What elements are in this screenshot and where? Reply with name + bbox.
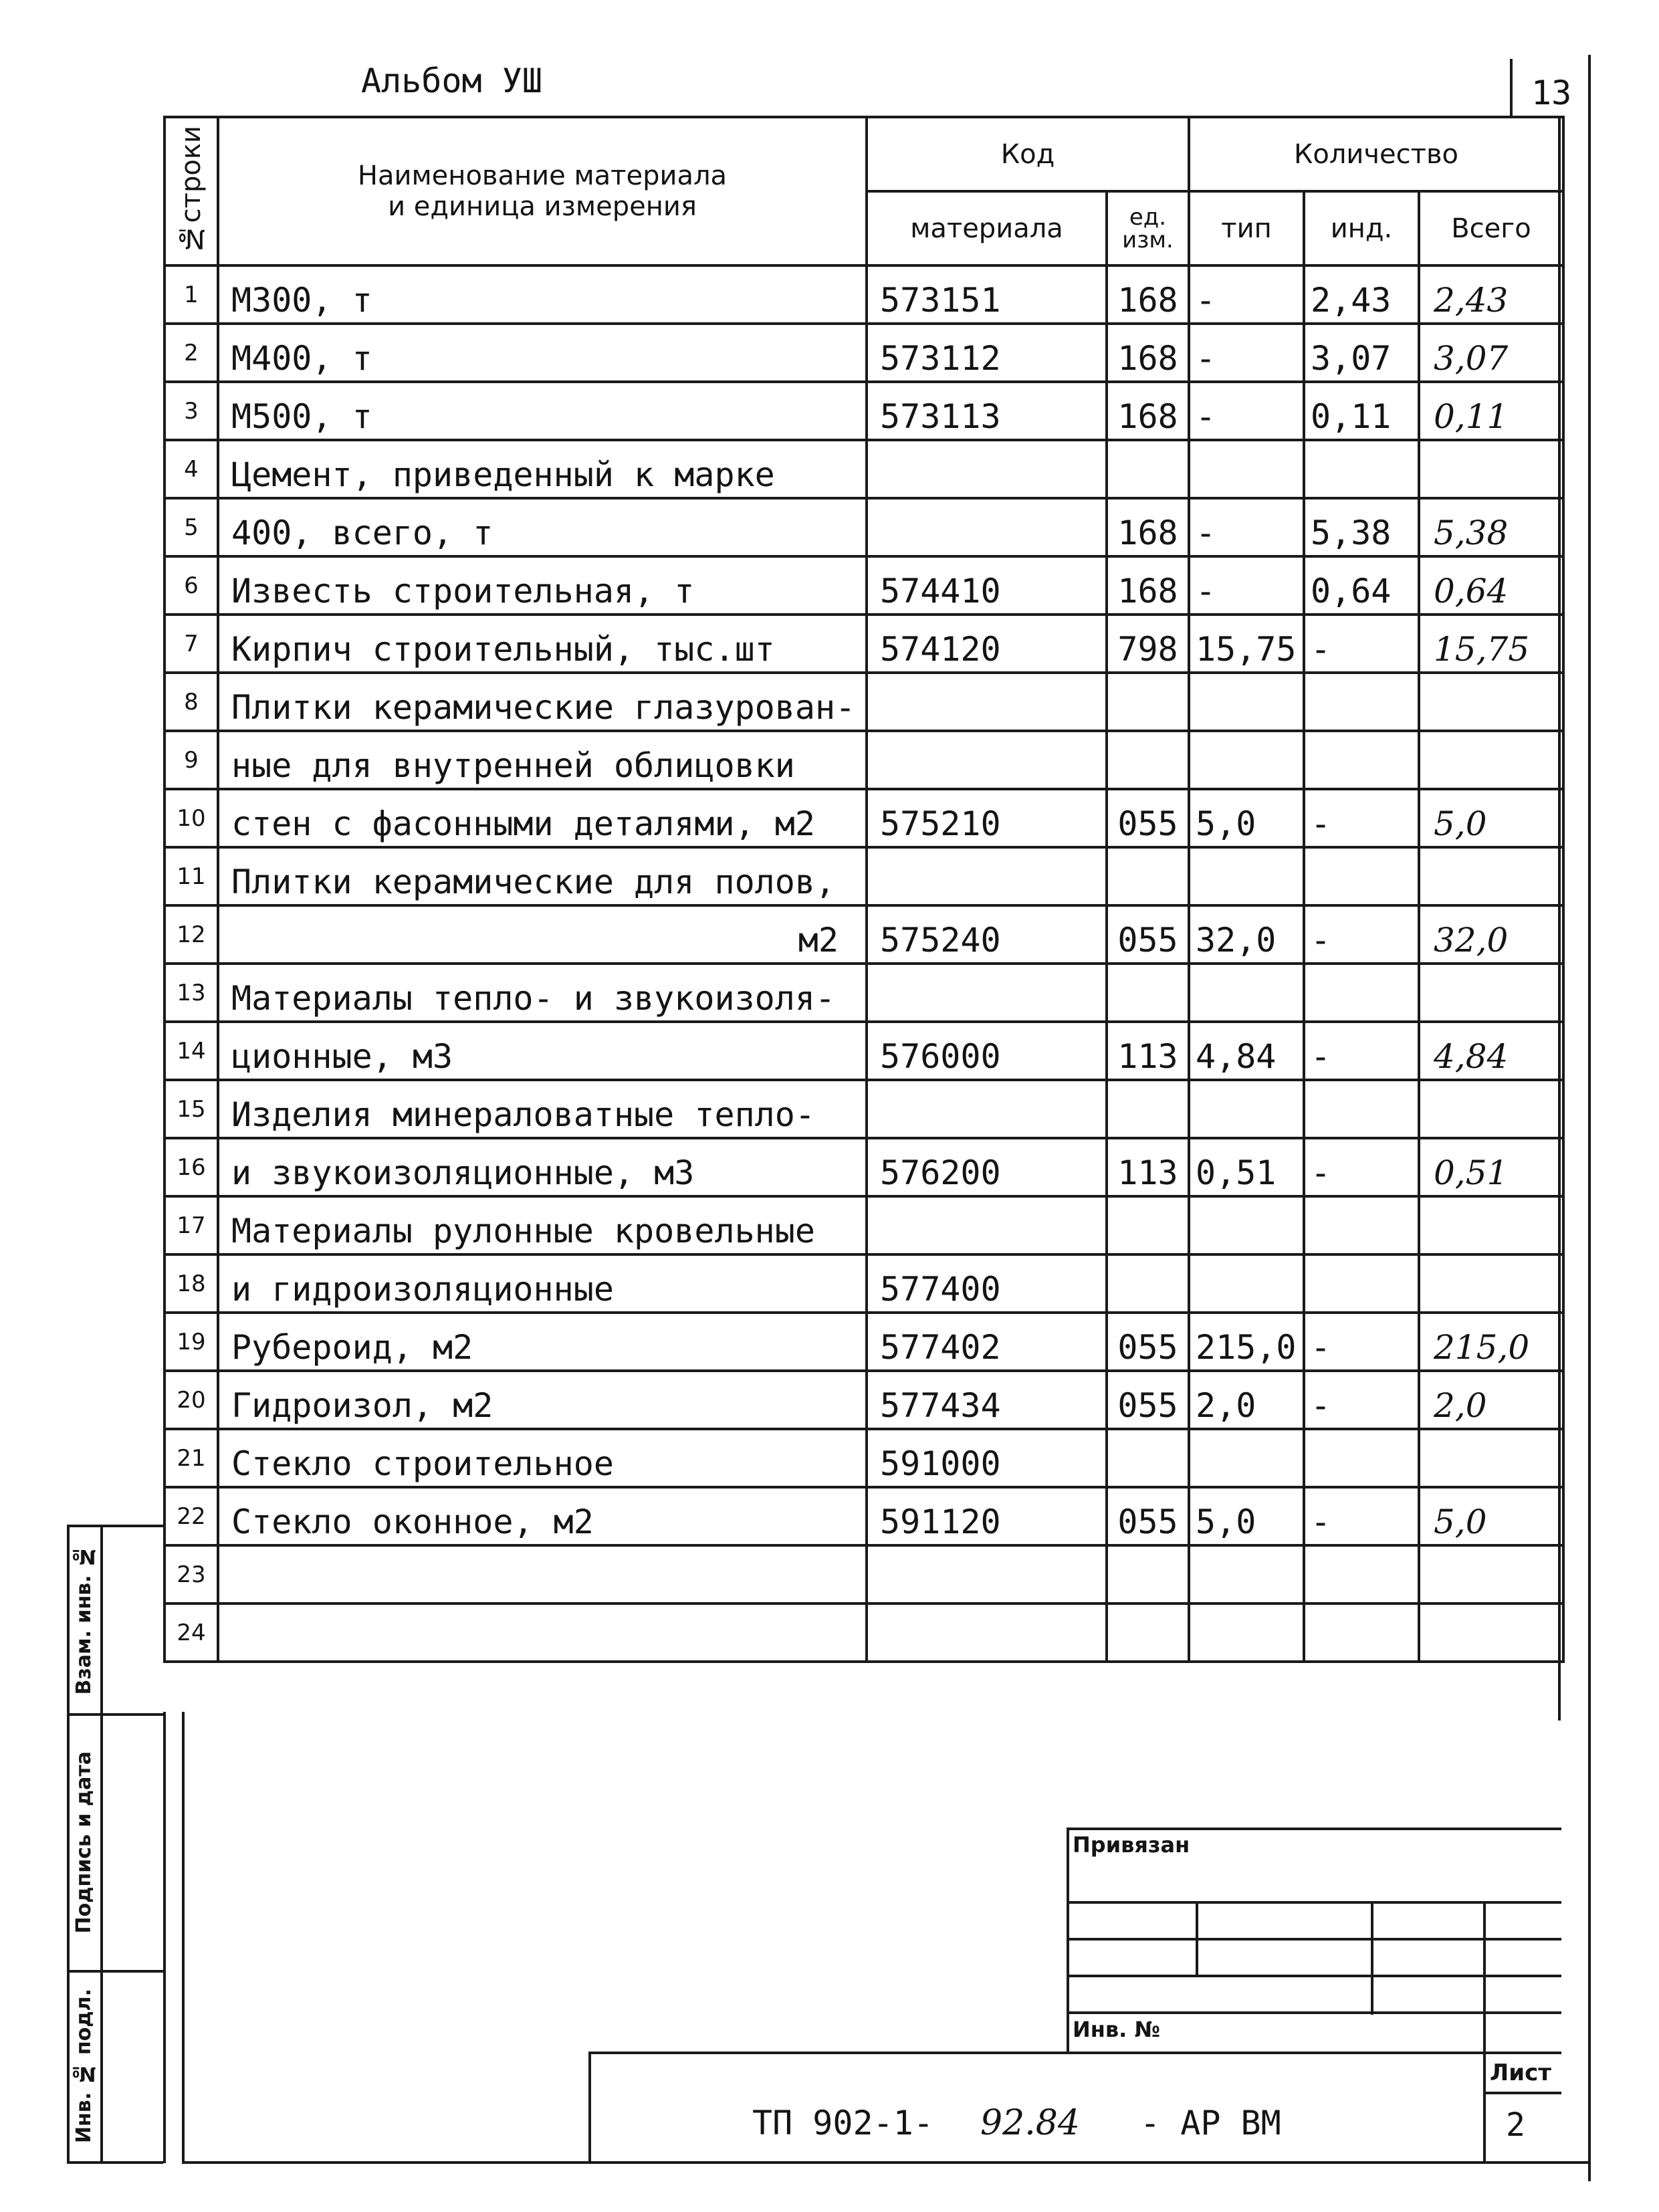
material-name: Материалы рулонные кровельные [218, 1196, 867, 1254]
qty-type: - [1189, 382, 1304, 440]
material-code [867, 1545, 1107, 1603]
unit-code: 168 [1107, 324, 1189, 382]
document-code: ТП 902-1- 92.84 - АР ВМ [752, 2103, 1281, 2143]
row-number: 22 [164, 1487, 218, 1545]
material-code: 573151 [867, 265, 1107, 324]
qty-ind [1304, 964, 1419, 1022]
name-header: Наименование материала и единица измерения [218, 117, 867, 265]
table-row [164, 498, 1563, 556]
qty-ind: 2,43 [1304, 265, 1419, 324]
unit-code: 055 [1107, 1487, 1189, 1545]
material-code [867, 673, 1107, 731]
table-row [164, 1254, 1563, 1313]
qty-type: - [1189, 556, 1304, 615]
qty-type [1189, 1429, 1304, 1487]
material-name: Кирпич строительный, тыс.шт [218, 615, 867, 673]
material-code [867, 1196, 1107, 1254]
qty-ind: 0,64 [1304, 556, 1419, 615]
row-no-header: №строки [164, 117, 218, 265]
qty-type: 4,84 [1189, 1022, 1304, 1080]
unit-code [1107, 1080, 1189, 1138]
unit-code: 168 [1107, 382, 1189, 440]
material-name: м2 [218, 905, 867, 964]
qty-total [1419, 1080, 1563, 1138]
qty-ind: - [1304, 789, 1419, 847]
row-number: 23 [164, 1545, 218, 1603]
qty-total [1419, 1603, 1563, 1662]
row-number: 13 [164, 964, 218, 1022]
qty-total: 215,0 [1419, 1313, 1563, 1371]
row-number: 7 [164, 615, 218, 673]
material-code: 574120 [867, 615, 1107, 673]
qty-ind: 0,11 [1304, 382, 1419, 440]
material-code: 573112 [867, 324, 1107, 382]
qty-total [1419, 1254, 1563, 1313]
qty-type: - [1189, 498, 1304, 556]
table-row [164, 789, 1563, 847]
material-code [867, 731, 1107, 789]
material-code [867, 498, 1107, 556]
qty-ind [1304, 1080, 1419, 1138]
qty-ind: - [1304, 1138, 1419, 1196]
unit-code: 055 [1107, 1313, 1189, 1371]
material-code: 577434 [867, 1371, 1107, 1429]
qty-total: 5,38 [1419, 498, 1563, 556]
material-name: Гидроизол, м2 [218, 1371, 867, 1429]
material-name: Стекло оконное, м2 [218, 1487, 867, 1545]
material-code: 575240 [867, 905, 1107, 964]
qty-ind [1304, 731, 1419, 789]
unit-code [1107, 673, 1189, 731]
quantity-header: Количество [1189, 117, 1563, 191]
unit-code [1107, 1254, 1189, 1313]
material-code [867, 1603, 1107, 1662]
row-number: 20 [164, 1371, 218, 1429]
qty-total: 3,07 [1419, 324, 1563, 382]
row-number: 21 [164, 1429, 218, 1487]
qty-ind [1304, 673, 1419, 731]
material-name: и звукоизоляционные, м3 [218, 1138, 867, 1196]
material-name: М400, т [218, 324, 867, 382]
qty-ind [1304, 1545, 1419, 1603]
qty-type: 0,51 [1189, 1138, 1304, 1196]
qty-total [1419, 1429, 1563, 1487]
unit-code [1107, 1429, 1189, 1487]
unit-code [1107, 1196, 1189, 1254]
table-row [164, 1022, 1563, 1080]
row-number: 16 [164, 1138, 218, 1196]
qty-ind [1304, 1603, 1419, 1662]
unit-code [1107, 731, 1189, 789]
material-code: 577402 [867, 1313, 1107, 1371]
unit-code: 168 [1107, 556, 1189, 615]
material-code [867, 1080, 1107, 1138]
qty-total: 5,0 [1419, 1487, 1563, 1545]
material-name: и гидроизоляционные [218, 1254, 867, 1313]
code-unit-header: ед. изм. [1107, 191, 1189, 265]
material-code: 575210 [867, 789, 1107, 847]
sheet-number: 2 [1506, 2106, 1525, 2144]
qty-ind [1304, 847, 1419, 905]
unit-code [1107, 440, 1189, 498]
qty-ind: 5,38 [1304, 498, 1419, 556]
row-number: 3 [164, 382, 218, 440]
qty-ind: - [1304, 905, 1419, 964]
qty-total: 32,0 [1419, 905, 1563, 964]
table-row [164, 1545, 1563, 1603]
qty-total: 0,11 [1419, 382, 1563, 440]
tied-label: Привязан [1073, 1832, 1190, 1858]
unit-code [1107, 1545, 1189, 1603]
qty-total: 15,75 [1419, 615, 1563, 673]
table-row [164, 964, 1563, 1022]
qty-type [1189, 1254, 1304, 1313]
material-code: 591120 [867, 1487, 1107, 1545]
qty-total: 2,0 [1419, 1371, 1563, 1429]
row-number: 9 [164, 731, 218, 789]
material-code [867, 964, 1107, 1022]
unit-code: 168 [1107, 265, 1189, 324]
table-row [164, 673, 1563, 731]
table-row [164, 440, 1563, 498]
qty-type [1189, 847, 1304, 905]
unit-code: 168 [1107, 498, 1189, 556]
code-header: Код [867, 117, 1189, 191]
material-name [218, 1603, 867, 1662]
row-number: 10 [164, 789, 218, 847]
unit-code [1107, 964, 1189, 1022]
qty-type: 5,0 [1189, 789, 1304, 847]
unit-code: 113 [1107, 1138, 1189, 1196]
material-name: Стекло строительное [218, 1429, 867, 1487]
qty-total: 4,84 [1419, 1022, 1563, 1080]
material-code: 573113 [867, 382, 1107, 440]
material-name: Известь строительная, т [218, 556, 867, 615]
material-code: 577400 [867, 1254, 1107, 1313]
unit-code: 055 [1107, 905, 1189, 964]
unit-code [1107, 847, 1189, 905]
row-number: 15 [164, 1080, 218, 1138]
material-name: М500, т [218, 382, 867, 440]
qty-ind [1304, 1196, 1419, 1254]
table-row [164, 265, 1563, 324]
table-row [164, 905, 1563, 964]
table-row [164, 847, 1563, 905]
side-label-podl: Инв. № подл. [72, 1989, 96, 2144]
qty-type [1189, 731, 1304, 789]
qty-ind [1304, 1254, 1419, 1313]
row-number: 14 [164, 1022, 218, 1080]
side-label-sign: Подпись и дата [72, 1751, 96, 1934]
qty-type: 5,0 [1189, 1487, 1304, 1545]
row-number: 4 [164, 440, 218, 498]
qty-type: - [1189, 324, 1304, 382]
qty-total [1419, 847, 1563, 905]
qty-total [1419, 731, 1563, 789]
qty-total: 0,51 [1419, 1138, 1563, 1196]
row-number: 2 [164, 324, 218, 382]
qty-total-header: Всего [1419, 191, 1563, 265]
table-row [164, 615, 1563, 673]
qty-total: 0,64 [1419, 556, 1563, 615]
material-code: 576200 [867, 1138, 1107, 1196]
material-name: Плитки керамические для полов, [218, 847, 867, 905]
qty-type: 15,75 [1189, 615, 1304, 673]
table-row [164, 1138, 1563, 1196]
code-material-header: материала [867, 191, 1107, 265]
qty-type [1189, 964, 1304, 1022]
unit-code: 113 [1107, 1022, 1189, 1080]
material-name: Материалы тепло- и звукоизоля- [218, 964, 867, 1022]
qty-type [1189, 1196, 1304, 1254]
material-name: Изделия минераловатные тепло- [218, 1080, 867, 1138]
unit-code: 055 [1107, 789, 1189, 847]
qty-type [1189, 1080, 1304, 1138]
material-name: Плитки керамические глазурован- [218, 673, 867, 731]
row-number: 19 [164, 1313, 218, 1371]
table-row [164, 1080, 1563, 1138]
material-name: ционные, м3 [218, 1022, 867, 1080]
qty-ind: 3,07 [1304, 324, 1419, 382]
qty-type [1189, 1603, 1304, 1662]
row-number: 17 [164, 1196, 218, 1254]
qty-total [1419, 673, 1563, 731]
table-row [164, 1429, 1563, 1487]
table-row [164, 1603, 1563, 1662]
qty-ind: - [1304, 1313, 1419, 1371]
row-number: 6 [164, 556, 218, 615]
material-name: стен с фасонными деталями, м2 [218, 789, 867, 847]
qty-type-header: тип [1189, 191, 1304, 265]
table-row [164, 1487, 1563, 1545]
qty-type [1189, 440, 1304, 498]
row-number: 11 [164, 847, 218, 905]
qty-total [1419, 964, 1563, 1022]
qty-type: 32,0 [1189, 905, 1304, 964]
qty-type: 2,0 [1189, 1371, 1304, 1429]
side-label-zam: Взам. инв. № [72, 1544, 96, 1695]
qty-ind: - [1304, 1371, 1419, 1429]
row-number: 1 [164, 265, 218, 324]
qty-ind [1304, 440, 1419, 498]
unit-code: 798 [1107, 615, 1189, 673]
album-title: Альбом УШ [361, 62, 542, 100]
qty-total [1419, 1545, 1563, 1603]
page-number: 13 [1531, 74, 1572, 112]
qty-total [1419, 440, 1563, 498]
table-row [164, 324, 1563, 382]
qty-total: 2,43 [1419, 265, 1563, 324]
row-number: 12 [164, 905, 218, 964]
table-row [164, 1371, 1563, 1429]
table-row [164, 556, 1563, 615]
row-number: 5 [164, 498, 218, 556]
material-code [867, 847, 1107, 905]
qty-type: - [1189, 265, 1304, 324]
unit-code: 055 [1107, 1371, 1189, 1429]
materials-table [163, 116, 1565, 1663]
table-row [164, 1313, 1563, 1371]
material-code: 574410 [867, 556, 1107, 615]
qty-total: 5,0 [1419, 789, 1563, 847]
table-row [164, 731, 1563, 789]
qty-total [1419, 1196, 1563, 1254]
unit-code [1107, 1603, 1189, 1662]
material-name [218, 1545, 867, 1603]
qty-type [1189, 673, 1304, 731]
qty-ind [1304, 1429, 1419, 1487]
qty-type [1189, 1545, 1304, 1603]
material-name: 400, всего, т [218, 498, 867, 556]
material-name: М300, т [218, 265, 867, 324]
qty-type: 215,0 [1189, 1313, 1304, 1371]
qty-ind: - [1304, 1487, 1419, 1545]
qty-ind-header: инд. [1304, 191, 1419, 265]
table-row [164, 382, 1563, 440]
qty-ind: - [1304, 1022, 1419, 1080]
material-code [867, 440, 1107, 498]
qty-ind: - [1304, 615, 1419, 673]
material-name: Рубероид, м2 [218, 1313, 867, 1371]
row-number: 8 [164, 673, 218, 731]
material-code: 576000 [867, 1022, 1107, 1080]
sheet-label: Лист [1490, 2060, 1551, 2086]
table-row [164, 1196, 1563, 1254]
row-number: 18 [164, 1254, 218, 1313]
material-code: 591000 [867, 1429, 1107, 1487]
inv-no-label: Инв. № [1073, 2017, 1160, 2042]
row-number: 24 [164, 1603, 218, 1662]
material-name: Цемент, приведенный к марке [218, 440, 867, 498]
material-name: ные для внутренней облицовки [218, 731, 867, 789]
